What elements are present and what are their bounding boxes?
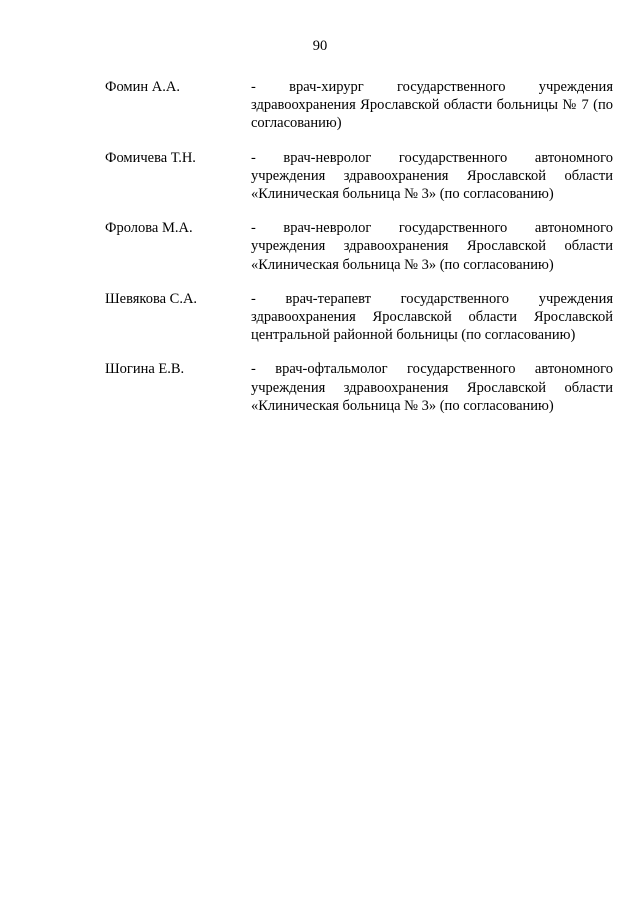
member-position: - врач-хирург государственного учреждения здравоохранения Ярославской области больницы № 7 (по согласованию) bbox=[251, 79, 613, 132]
list-item bbox=[105, 149, 613, 204]
member-position: - врач-офтальмолог государственного автономного учреждения здравоохранения Ярославской области «Клиническая больница № 3» (по согласованию) bbox=[251, 361, 613, 414]
member-name: Фролова М.А. bbox=[105, 220, 193, 237]
page-number: 90 bbox=[312, 38, 328, 54]
list-item bbox=[105, 290, 613, 345]
member-position: - врач-невролог государственного автономного учреждения здравоохранения Ярославской области «Клиническая больница № 3» (по согласованию) bbox=[251, 220, 613, 273]
member-list bbox=[105, 78, 613, 431]
member-name: Шогина Е.В. bbox=[105, 361, 185, 378]
member-name: Фомин А.А. bbox=[105, 79, 180, 95]
member-position: - врач-терапевт государственного учреждения здравоохранения Ярославской области Ярославской центральной районной больницы (по согласованию) bbox=[251, 290, 613, 344]
member-position: - врач-невролог государственного автономного учреждения здравоохранения Ярославской области «Клиническая больница № 3» (по согласованию) bbox=[251, 149, 613, 203]
list-item bbox=[105, 219, 613, 274]
list-item bbox=[105, 78, 613, 133]
member-name: Шевякова С.А. bbox=[105, 290, 198, 307]
member-name: Фомичева Т.Н. bbox=[105, 149, 196, 166]
list-item bbox=[105, 360, 613, 415]
